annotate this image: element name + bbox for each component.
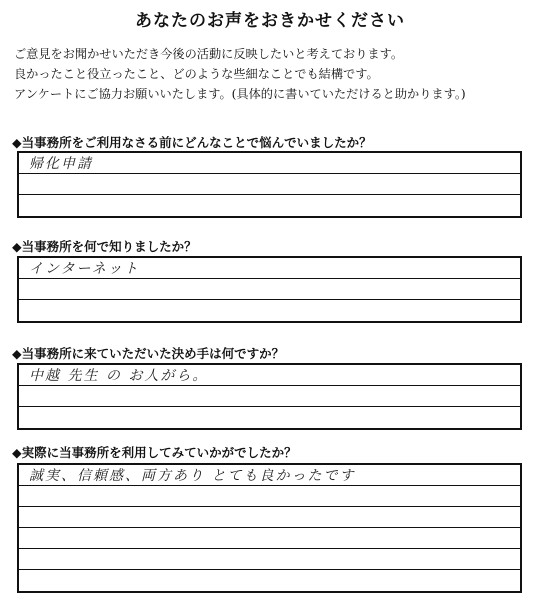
question-3-label: ◆当事務所に来ていただいた決め手は何ですか？ <box>12 346 285 361</box>
answer-line <box>19 407 520 428</box>
question-1-answer-box[interactable] <box>17 151 522 218</box>
question-4-label: ◆実際に当事務所を利用してみていかがでしたか？ <box>12 445 297 460</box>
answer-line <box>19 174 520 195</box>
answer-line <box>19 570 520 591</box>
question-4-answer: 誠実、信頼感、両方あり とても良かったです <box>29 468 356 484</box>
intro-line: アンケートにご協力お願いいたします。(具体的に書いていただけると助かります。) <box>14 87 466 101</box>
intro-line: ご意見をお聞かせいただき今後の活動に反映したいと考えております。 <box>14 47 404 61</box>
answer-line <box>19 528 520 549</box>
question-1-label: ◆当事務所をご利用なさる前にどんなことで悩んでいましたか？ <box>12 135 372 150</box>
answer-line <box>19 465 520 486</box>
intro-text <box>14 44 534 104</box>
form-title: あなたのお声をおきかせください <box>135 11 405 31</box>
answer-line <box>19 549 520 570</box>
answer-line <box>19 279 520 300</box>
answer-line <box>19 258 520 279</box>
answer-line <box>19 153 520 174</box>
answer-line <box>19 300 520 321</box>
question-3-answer-box[interactable] <box>17 363 522 430</box>
answer-line <box>19 365 520 386</box>
question-3-answer: 中越 先生 の お人がら。 <box>29 368 209 384</box>
answer-line <box>19 507 520 528</box>
question-4-answer-box[interactable] <box>17 463 522 593</box>
answer-line <box>19 486 520 507</box>
question-2-answer-box[interactable] <box>17 256 522 323</box>
intro-line: 良かったこと役立ったこと、どのような些細なことでも結構です。 <box>14 67 379 81</box>
answer-line <box>19 195 520 216</box>
question-1-answer: 帰化申請 <box>29 156 93 172</box>
question-2-answer: インターネット <box>29 261 140 277</box>
answer-line <box>19 386 520 407</box>
question-2-label: ◆当事務所を何で知りましたか？ <box>12 239 197 254</box>
